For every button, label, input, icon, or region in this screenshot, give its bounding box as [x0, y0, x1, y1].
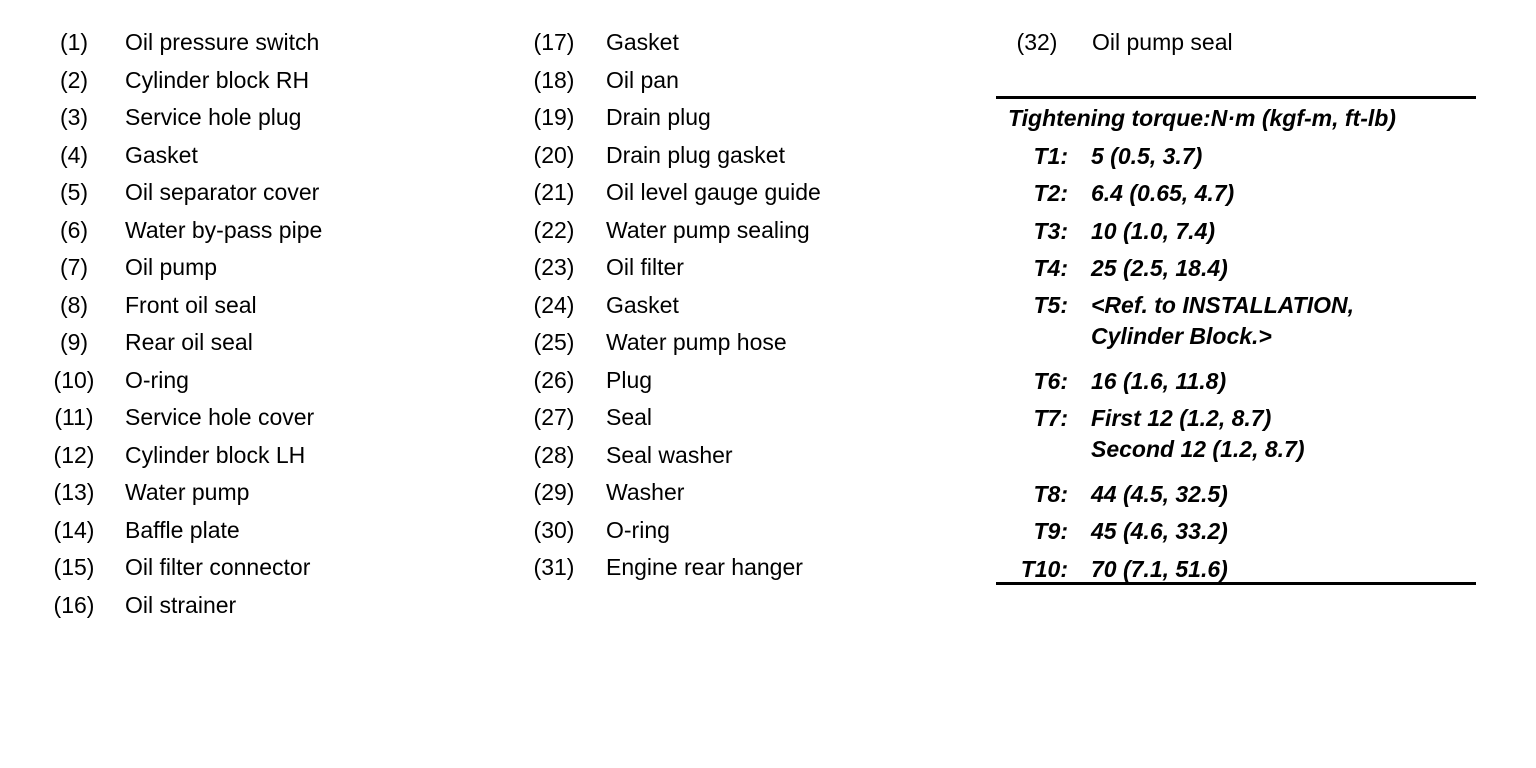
- part-name: Seal washer: [606, 441, 733, 468]
- torque-label: T8:: [1033, 481, 1068, 507]
- part-number: (18): [533, 66, 575, 93]
- part-number: (12): [53, 441, 95, 468]
- part-number: (5): [59, 179, 89, 205]
- tightening-torque-table: [996, 96, 1476, 585]
- part-name: O-ring: [606, 516, 670, 543]
- part-number: (22): [533, 216, 575, 243]
- part-name: Water pump sealing: [606, 216, 810, 243]
- part-number: (9): [59, 329, 89, 355]
- part-name: Oil filter: [606, 254, 684, 280]
- part-name: Oil pan: [606, 66, 679, 93]
- torque-value: [1091, 403, 1304, 465]
- part-number: (3): [59, 104, 89, 130]
- part-name: Cylinder block LH: [125, 441, 306, 468]
- part-number: (23): [533, 254, 575, 280]
- part-name: Gasket: [125, 141, 198, 168]
- part-number: (7): [59, 254, 89, 280]
- part-name: Front oil seal: [125, 291, 257, 318]
- torque-value: [1091, 216, 1215, 247]
- part-number: (27): [533, 404, 575, 430]
- part-number: (26): [533, 366, 575, 393]
- torque-label: T10:: [1020, 556, 1068, 582]
- part-number: (15): [53, 554, 95, 580]
- torque-value-line: 6.4 (0.65, 4.7): [1091, 180, 1235, 206]
- torque-value-line: 70 (7.1, 51.6): [1091, 556, 1228, 582]
- torque-value-line: 16 (1.6, 11.8): [1091, 368, 1227, 394]
- part-name: Drain plug: [606, 104, 711, 130]
- part-name: Oil pump seal: [1092, 29, 1233, 55]
- part-name: Washer: [606, 479, 685, 505]
- part-number: (25): [533, 329, 575, 355]
- torque-table-title: Tightening torque:N·m (kgf-m, ft-lb): [1008, 105, 1396, 131]
- torque-value: [1091, 178, 1234, 209]
- part-name: Plug: [606, 366, 653, 393]
- torque-label: T4:: [1033, 255, 1068, 281]
- torque-label: T2:: [1033, 180, 1068, 206]
- torque-value-line: 5 (0.5, 3.7): [1091, 143, 1203, 169]
- part-number: (11): [54, 404, 94, 430]
- torque-value: [1091, 290, 1354, 352]
- part-number: (16): [53, 591, 95, 618]
- part-name: Oil level gauge guide: [606, 179, 821, 205]
- part-number: (29): [533, 479, 575, 505]
- part-name: Oil filter connector: [125, 554, 311, 580]
- part-name: Gasket: [606, 291, 679, 318]
- part-name: Rear oil seal: [125, 329, 253, 355]
- part-number: (6): [59, 216, 89, 243]
- torque-value-line: 10 (1.0, 7.4): [1091, 218, 1216, 244]
- part-number: (10): [53, 366, 95, 393]
- torque-value: [1091, 554, 1228, 585]
- part-name: Oil strainer: [125, 591, 237, 618]
- part-name: O-ring: [125, 366, 189, 393]
- part-name: Baffle plate: [125, 516, 240, 543]
- torque-value-line: 45 (4.6, 33.2): [1091, 518, 1228, 544]
- part-name: Engine rear hanger: [606, 554, 803, 580]
- part-name: Drain plug gasket: [606, 141, 785, 168]
- torque-value: [1091, 253, 1228, 284]
- part-number: (4): [59, 141, 89, 168]
- torque-value: [1091, 141, 1202, 172]
- torque-value-line: <Ref. to INSTALLATION,: [1091, 292, 1354, 318]
- part-name: Seal: [606, 404, 653, 430]
- torque-label: T9:: [1033, 518, 1068, 544]
- torque-value-line: First 12 (1.2, 8.7): [1091, 405, 1272, 431]
- torque-value: [1091, 516, 1228, 547]
- part-number: (32): [1016, 29, 1058, 55]
- torque-value-line: 25 (2.5, 18.4): [1091, 255, 1228, 281]
- torque-value: [1091, 479, 1228, 510]
- part-number: (17): [533, 29, 575, 55]
- part-number: (21): [533, 179, 575, 205]
- part-number: (14): [53, 516, 95, 543]
- torque-value: [1091, 366, 1226, 397]
- torque-label: T7:: [1033, 405, 1068, 431]
- part-name: Service hole plug: [125, 104, 302, 130]
- part-number: (31): [533, 554, 575, 580]
- torque-label: T6:: [1033, 368, 1068, 394]
- part-name: Water by-pass pipe: [125, 216, 323, 243]
- part-name: Oil separator cover: [125, 179, 320, 205]
- torque-label: T1:: [1033, 143, 1068, 169]
- part-number: (1): [59, 29, 89, 55]
- part-number: (8): [59, 291, 89, 318]
- part-number: (19): [533, 104, 575, 130]
- part-name: Oil pressure switch: [125, 29, 320, 55]
- part-number: (24): [533, 291, 575, 318]
- torque-value-line: Second 12 (1.2, 8.7): [1091, 436, 1305, 462]
- torque-value-line: 44 (4.5, 32.5): [1091, 481, 1228, 507]
- part-number: (13): [53, 479, 95, 505]
- part-name: Water pump hose: [606, 329, 787, 355]
- part-name: Water pump: [125, 479, 250, 505]
- part-name: Gasket: [606, 29, 679, 55]
- torque-label: T5:: [1033, 292, 1068, 318]
- torque-label: T3:: [1033, 218, 1068, 244]
- part-number: (30): [533, 516, 575, 543]
- part-number: (28): [533, 441, 575, 468]
- part-number: (2): [59, 66, 89, 93]
- part-name: Service hole cover: [125, 404, 315, 430]
- torque-value-line: Cylinder Block.>: [1091, 323, 1272, 349]
- part-name: Oil pump: [125, 254, 218, 280]
- part-name: Cylinder block RH: [125, 66, 310, 93]
- part-number: (20): [533, 141, 575, 168]
